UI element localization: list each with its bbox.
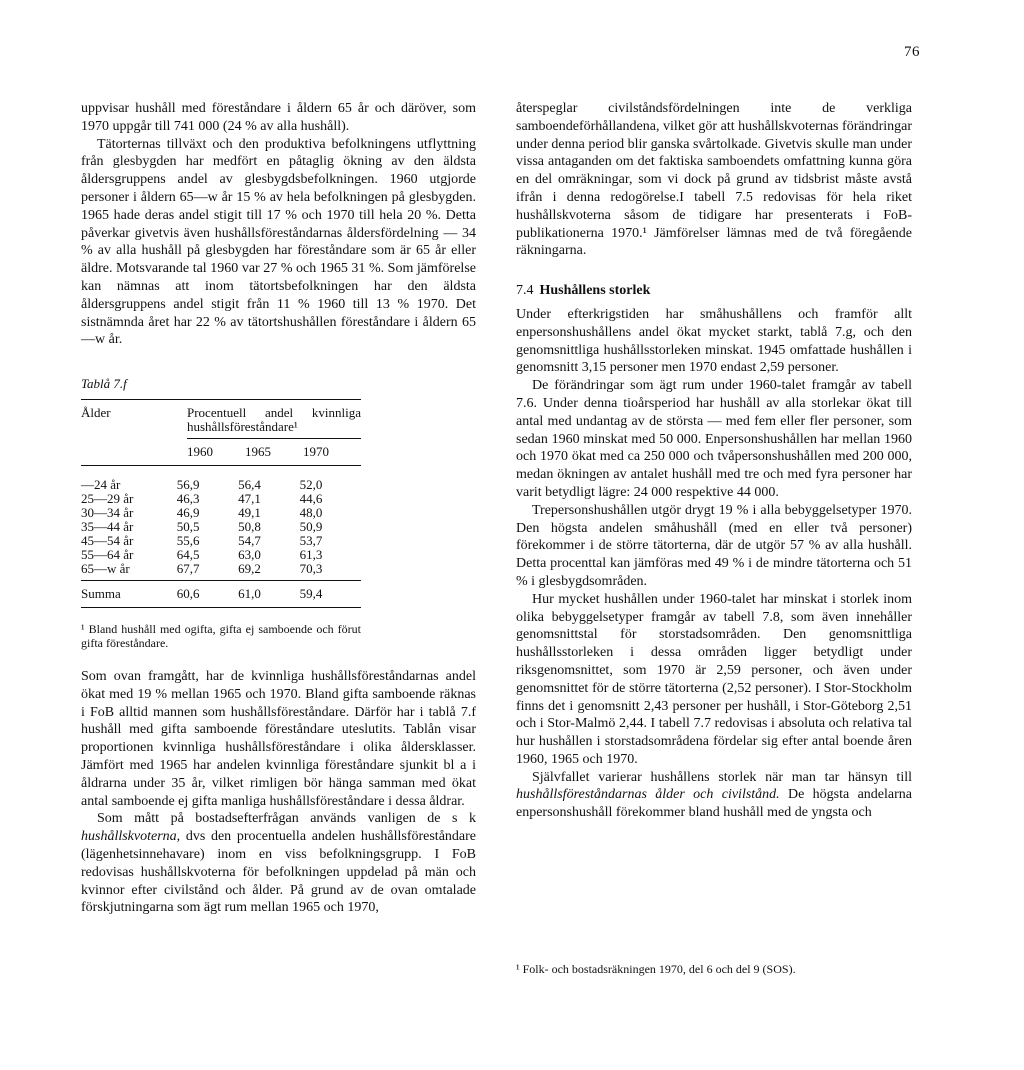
- cell: 53,7: [299, 532, 323, 548]
- year-header: 1970: [303, 443, 329, 459]
- cell: 55,6: [176, 532, 200, 548]
- cell: 50,8: [238, 518, 261, 534]
- section-number: 7.4: [516, 283, 534, 299]
- row-age: 65—w år: [81, 560, 130, 576]
- table-header: [81, 400, 361, 438]
- col-header-age: Ålder: [81, 404, 111, 420]
- left-paragraph-3: Som ovan framgått, har de kvinnliga hushållsföreståndarnas andel ökat med 19 % mellan 1965 och 1970. Bland gifta samboende räknas i FoB alltid mannen som hushållsföreståndare. Därför har i tablå 7.f hushåll med gifta samboende föreståndare uteslutits. Tablån visar proportionen kvinnliga hushållsföreståndare i olika åldersklasser. Jämfört med 1965 har andelen kvinnliga föreståndare sjunkit bl a i åldrarna under 35 år, vilket rimligen bör hänga samman med ökat antal samboende ej gifta manliga hushållsföreståndare i dessa åldrar.: [81, 668, 476, 809]
- right-column: [516, 100, 912, 822]
- right-paragraph-1: återspeglar civilståndsfördelningen inte de verkliga samboendeförhållandena, vilket gör att hushållskvoternas förändringar under denna period blir ganska svårtolkade. Givetvis skulle man under vissa antaganden om det faktiska samboendets omfattning kunna göra en del omräkningar, som vi dock på grund av tidsbrist måste avstå ifrån i denna redogörelse.I tabell 7.5 redovisas för hela riket hushållskvoterna såsom de tidigare har presenterats i FoB-publikationerna 1970.¹ Jämförelser lämnas med de två föregående räkningarna.: [516, 101, 912, 259]
- cell: 70,3: [299, 560, 323, 576]
- right-paragraph-6: [516, 769, 912, 822]
- table-row: [81, 562, 361, 576]
- row-age: 25—29 år: [81, 490, 134, 506]
- text-run: Självfallet varierar hushållens storlek när man tar hänsyn till: [532, 769, 912, 785]
- table-row: [81, 506, 361, 520]
- table-row: [81, 548, 361, 562]
- year-header-row: [81, 439, 361, 465]
- section-title: Hushållens storlek: [539, 283, 651, 299]
- year-header: 1960: [187, 443, 213, 459]
- cell: 49,1: [238, 504, 261, 520]
- row-age: 35—44 år: [81, 518, 134, 534]
- section-heading: [516, 282, 912, 300]
- cell: 48,0: [299, 504, 323, 520]
- table-caption: Tablå 7.f: [81, 376, 127, 392]
- left-paragraph-1: uppvisar hushåll med föreståndare i åldern 65 år och däröver, som 1970 uppgår till 741 000 (24 % av alla hushåll).: [81, 101, 476, 134]
- table-row: [81, 520, 361, 534]
- cell: 63,0: [238, 546, 261, 562]
- right-paragraph-5: Hur mycket hushållen under 1960-talet har minskat i storlek inom olika bebyggelsetyper framgår av tabell 7.8, som även innehåller genomsnittstal för storstadsområden. Den genomsnittliga hushållsstorleken i dessa områden ligger betydligt under riksgenomsnittet, som 1970 är 2,59 personer, och även under genomsnittet för de större tätorterna (2,52 personer). I Stor-Stockholm finns det i genomsnitt 2,43 personer per hushåll, i Stor-Göteborg 2,51 och i Stor-Malmö 2,44. I tabell 7.7 redovisas i absoluta och relativa tal hur hushållen i storstadsområdena fördelar sig efter antal boende åren 1960, 1965 och 1970.: [516, 591, 912, 767]
- left-paragraph-2: Tätorternas tillväxt och den produktiva befolkningens utflyttning från glesbygden har medfört en påtaglig ökning av den äldsta åldersgruppens andel av glesbygdsbefolkningen. 1960 utgjorde personer i åldern 65—w år 15 % av hela befolkningen på glesbygden. 1965 hade deras andel stigit till 17 % och 1970 till hela 20 %. Detta påverkar givetvis även hushållsföreståndarnas åldersfördelning — 34 % av alla hushåll på glesbygden har föreståndare som är 65 år eller äldre. Motsvarande tal 1960 var 27 % och 1965 31 %. Som jämförelse kan nämnas att inom tätortsbefolkningen har den äldsta åldersgruppens andel stigit från 11 % 1960 till 13 % 1970. Det sistnämnda året har 22 % av tätortshushållen föreståndare i åldern 65—w år.: [81, 136, 476, 348]
- page-number: 76: [904, 44, 920, 60]
- cell: 67,7: [176, 560, 200, 576]
- table-body: [81, 399, 361, 608]
- year-header: 1965: [245, 443, 271, 459]
- table-row: [81, 492, 361, 506]
- cell: 69,2: [238, 560, 261, 576]
- text-run: De högsta andelarna enpersonshushåll förekommer bland hushåll med de yngsta och: [516, 787, 912, 821]
- left-column: [81, 100, 476, 917]
- table-bottom-rule: [81, 607, 361, 608]
- table-sum-row: [81, 581, 361, 607]
- col-header-group: Procentuell andel kvinnliga hushållsföreståndare¹: [187, 404, 361, 434]
- cell: 50,9: [299, 518, 323, 534]
- cell: 60,6: [176, 585, 200, 601]
- cell: 50,5: [176, 518, 200, 534]
- cell: 46,3: [176, 490, 200, 506]
- table-rows: [81, 466, 361, 580]
- cell: 54,7: [238, 532, 261, 548]
- row-age: 55—64 år: [81, 546, 134, 562]
- table-7f: [81, 375, 476, 650]
- text-run: Som mått på bostadsefterfrågan används vanligen de s k: [97, 811, 476, 827]
- table-row: [81, 534, 361, 548]
- cell: 61,3: [299, 546, 323, 562]
- cell: 59,4: [299, 585, 323, 601]
- page-footnote: ¹ Folk- och bostadsräkningen 1970, del 6 och del 9 (SOS).: [516, 962, 796, 976]
- cell: 47,1: [238, 490, 261, 506]
- sum-label: Summa: [81, 585, 121, 601]
- cell: 46,9: [176, 504, 200, 520]
- row-age: 30—34 år: [81, 504, 134, 520]
- italic-term: hushållskvoterna: [81, 829, 177, 845]
- table-footnote: ¹ Bland hushåll med ogifta, gifta ej samboende och förut gifta föreståndare.: [81, 621, 361, 650]
- text-run: , dvs den procentuella andelen hushållsföreståndare (lägenhetsinnehavare) inom en viss befolkningsgrupp. I FoB redovisas hushållskvoterna för befolkningen uppdelad på män och kvinnor efter civilstånd och ålder. På grund av de ovan omtalade förskjutningarna som ägt rum mellan 1965 och 1970,: [81, 829, 476, 916]
- cell: 61,0: [238, 585, 261, 601]
- left-paragraph-4: [81, 810, 476, 917]
- row-age: —24 år: [81, 476, 121, 492]
- cell: 56,9: [176, 476, 200, 492]
- cell: 52,0: [299, 476, 323, 492]
- row-age: 45—54 år: [81, 532, 134, 548]
- cell: 56,4: [238, 476, 261, 492]
- cell: 44,6: [299, 490, 323, 506]
- italic-term: hushållsföreståndarnas ålder och civilstånd.: [516, 787, 780, 803]
- right-paragraph-4: Trepersonshushållen utgör drygt 19 % i alla bebyggelsetyper 1970. Den högsta andelen småhushåll (med en eller två personer) förekommer i de större tätorterna, där de utgör 57 % av alla hushåll. Detta procenttal kan jämföras med 49 % i de mindre tätorterna och 51 % i glesbygdsområden.: [516, 502, 912, 589]
- right-paragraph-2: Under efterkrigstiden har småhushållens och framför allt enpersonshushållens andel ökat mycket starkt, tablå 7.g, och den genomsnittliga hushållsstorleken minskat. 1945 omfattade hushållen i genomsnitt 3,15 personer men 1970 endast 2,59 personer.: [516, 306, 912, 376]
- right-paragraph-3: De förändringar som ägt rum under 1960-talet framgår av tabell 7.6. Under denna tioårsperiod har hushåll av alla storlekar ökat till antal med undantag av de största — med fem eller fler personer, som sedan 1960 minskat med 50 000. Enpersonshushållen har mellan 1960 och 1970 ökat med ca 250 000 och tvåpersonshushållen med 200 000, medan ökningen av antalet hushåll med tre och med fyra personer har varit betydligt lägre: 24 000 respektive 44 000.: [516, 378, 912, 500]
- table-row: [81, 478, 361, 492]
- cell: 64,5: [176, 546, 200, 562]
